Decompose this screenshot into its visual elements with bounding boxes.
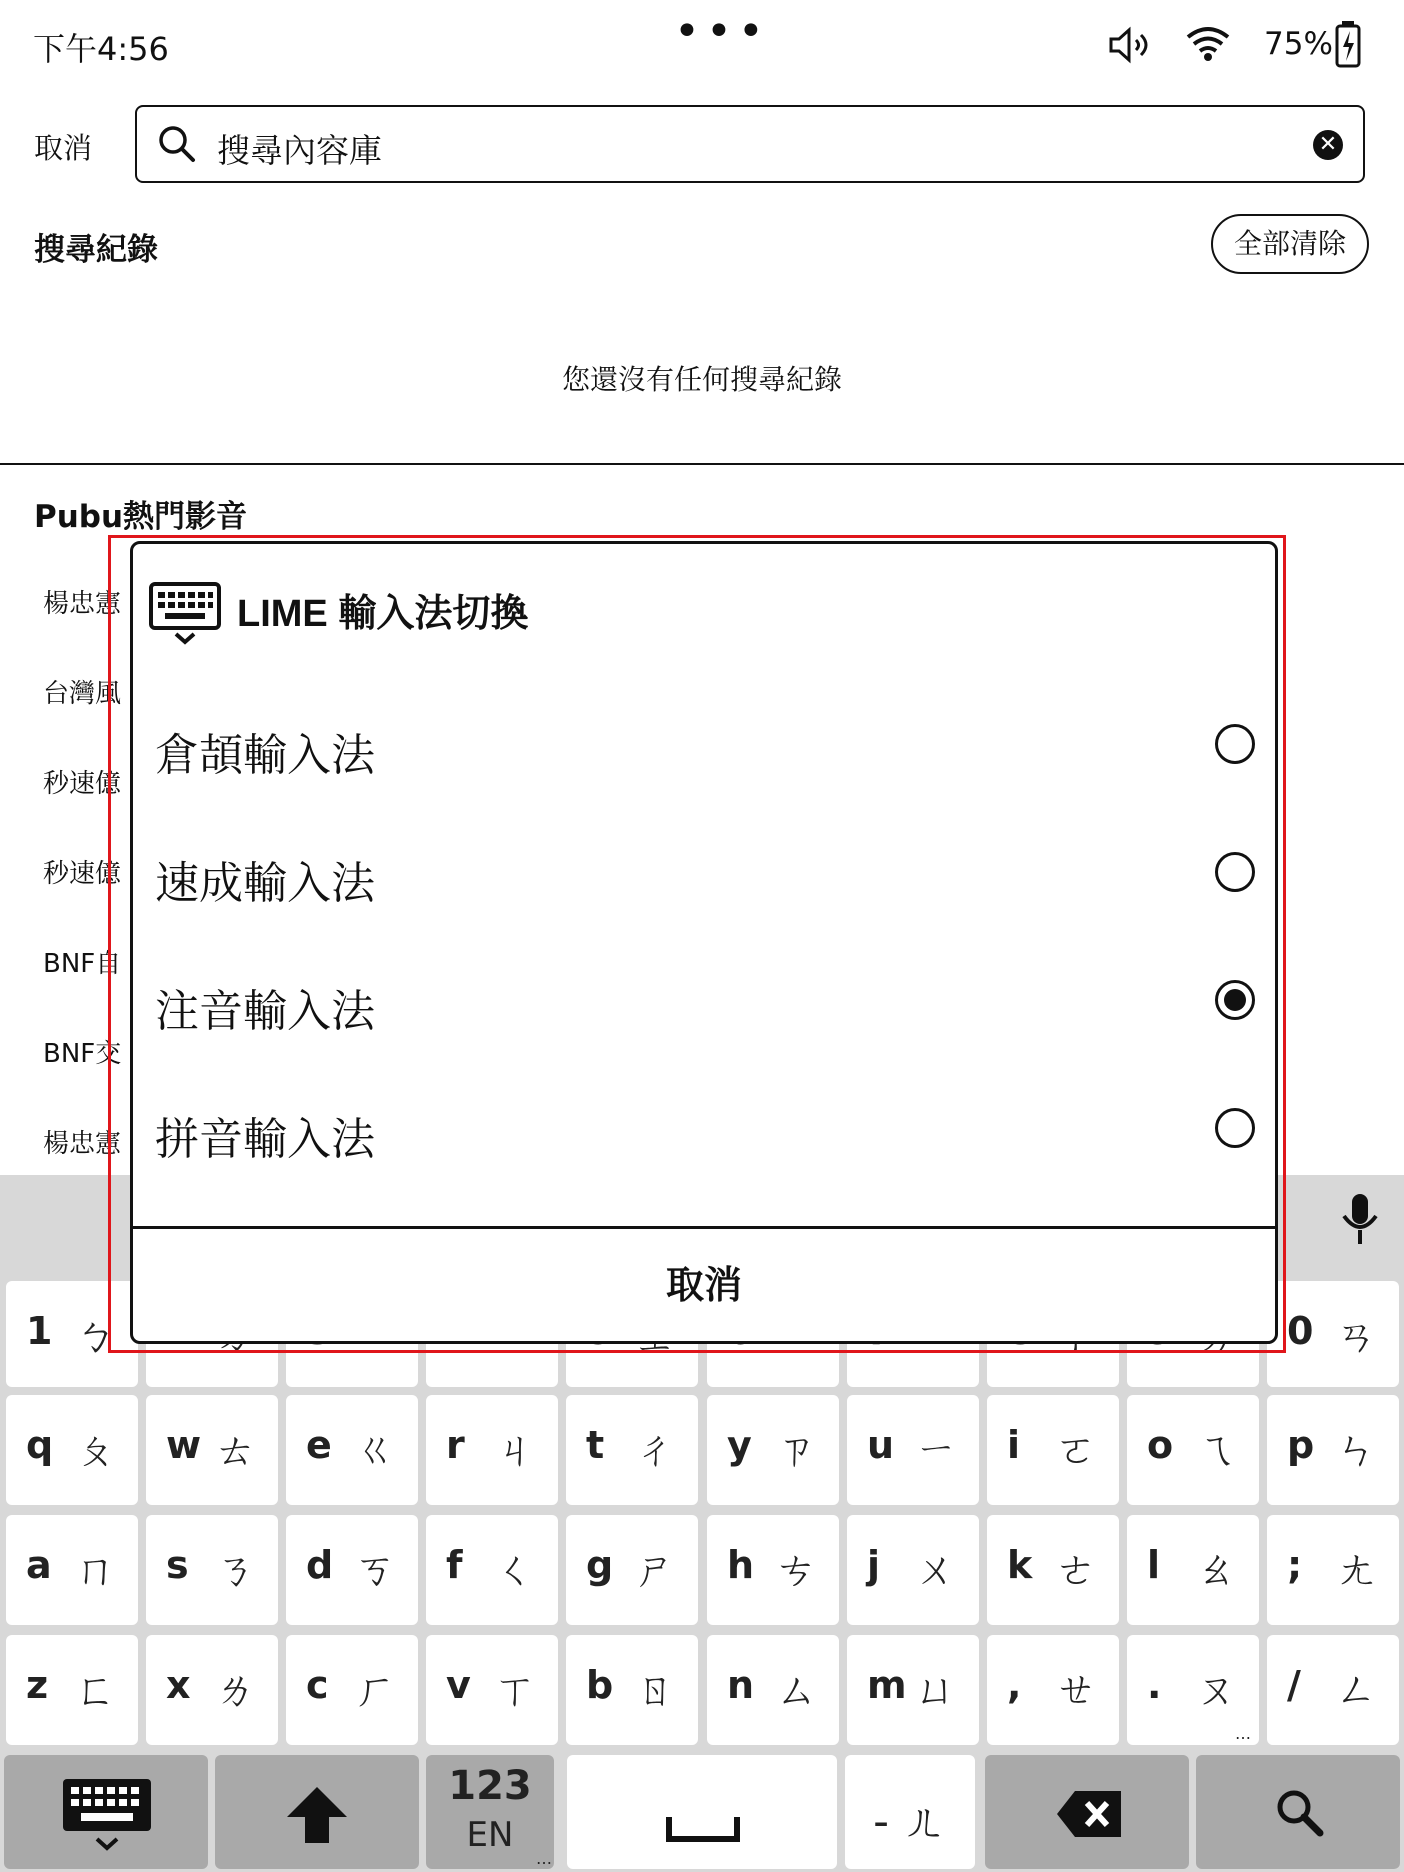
key-r[interactable]	[426, 1395, 558, 1505]
volume-icon[interactable]	[1108, 26, 1154, 64]
key-latin-label: x	[166, 1663, 191, 1707]
key-latin-label: n	[727, 1663, 755, 1707]
key-zhuyin-label: ㄌ	[213, 1665, 256, 1714]
symbol-mode-key[interactable]	[426, 1755, 554, 1869]
key-o[interactable]	[1127, 1395, 1259, 1505]
space-icon	[665, 1813, 741, 1845]
battery-percent: 75%	[1264, 26, 1333, 62]
key-zhuyin-label: ㄒ	[493, 1665, 536, 1714]
key-zhuyin-label: ㄖ	[633, 1665, 676, 1714]
key-latin-label: k	[1007, 1543, 1033, 1587]
key-latin-label: e	[306, 1423, 332, 1467]
key-/[interactable]	[1267, 1635, 1399, 1745]
key-zhuyin-label: ㄩ	[914, 1665, 957, 1714]
key-zhuyin-label: ㄜ	[1054, 1545, 1097, 1594]
option-label: 拼音輸入法	[155, 1114, 375, 1165]
key-v[interactable]	[426, 1635, 558, 1745]
key-latin-label: c	[306, 1663, 329, 1707]
empty-history-message: 您還沒有任何搜尋紀錄	[561, 363, 842, 396]
key-latin-label: f	[446, 1543, 463, 1587]
key-zhuyin-label: ㄨ	[914, 1545, 957, 1594]
key-x[interactable]	[146, 1635, 278, 1745]
key-t[interactable]	[566, 1395, 698, 1505]
microphone-icon[interactable]	[1340, 1192, 1380, 1248]
key-h[interactable]	[707, 1515, 839, 1625]
key-latin-label: y	[727, 1423, 752, 1467]
mode-key-top: 123	[448, 1763, 532, 1809]
dialog-title: LIME 輸入法切換	[237, 593, 529, 635]
key-latin-label: ,	[1007, 1663, 1022, 1707]
dash-key[interactable]	[845, 1755, 975, 1869]
key-latin-label: a	[26, 1543, 52, 1587]
hot-item[interactable]: 楊忠憲	[43, 589, 122, 619]
key-zhuyin-label: ㄘ	[774, 1545, 817, 1594]
hot-media-title: Pubu熱門影音	[34, 499, 248, 535]
backspace-icon	[1055, 1789, 1125, 1839]
key-more-marker: …	[1235, 1724, 1251, 1743]
key-b[interactable]	[566, 1635, 698, 1745]
hot-item[interactable]: 秒速億	[43, 859, 122, 889]
clear-all-button[interactable]: 全部清除	[1211, 214, 1369, 274]
highlight-box	[108, 535, 1286, 1353]
key-latin-label: l	[1147, 1543, 1161, 1587]
option-label: 倉頡輸入法	[155, 730, 375, 781]
space-key[interactable]	[567, 1755, 837, 1869]
key-p[interactable]	[1267, 1395, 1399, 1505]
key-latin-label: u	[867, 1423, 895, 1467]
key-latin-label: r	[446, 1423, 465, 1467]
hot-item[interactable]: BNF交	[43, 1039, 122, 1069]
key-latin-label: w	[166, 1423, 202, 1467]
key-zhuyin-label: ㄙ	[774, 1665, 817, 1714]
dialog-cancel-button[interactable]: 取消	[665, 1263, 742, 1307]
key-d[interactable]	[286, 1515, 418, 1625]
hot-item[interactable]: 台灣風	[43, 679, 122, 709]
key-latin-label: h	[727, 1543, 755, 1587]
shift-key[interactable]	[215, 1755, 419, 1869]
key-zhuyin-label: ㄏ	[353, 1665, 396, 1714]
key-zhuyin-label: ㄡ	[1194, 1665, 1237, 1714]
key-q[interactable]	[6, 1395, 138, 1505]
hot-item[interactable]: 秒速億	[43, 769, 122, 799]
cancel-search-button[interactable]: 取消	[34, 131, 93, 165]
section-divider	[0, 463, 1404, 465]
key-zhuyin-label: ㄎ	[353, 1545, 396, 1594]
status-bar	[0, 0, 1404, 90]
key-latin-label: t	[586, 1423, 605, 1467]
key-zhuyin-label: ㄝ	[1054, 1665, 1097, 1714]
key-j[interactable]	[847, 1515, 979, 1625]
key-e[interactable]	[286, 1395, 418, 1505]
battery-charging-icon	[1334, 20, 1362, 68]
key-latin-label: i	[1007, 1423, 1021, 1467]
key-c[interactable]	[286, 1635, 418, 1745]
mode-key-bottom: EN	[466, 1815, 514, 1855]
key-zhuyin-label: ㄤ	[1334, 1545, 1377, 1594]
key-,[interactable]	[987, 1635, 1119, 1745]
key-latin-label: /	[1287, 1663, 1301, 1707]
search-history-title: 搜尋紀錄	[34, 232, 158, 268]
key-zhuyin-label: ㄆ	[73, 1425, 116, 1474]
clock: 下午4:56	[33, 30, 169, 68]
dash-key-label: - ㄦ	[873, 1796, 947, 1847]
key-f[interactable]	[426, 1515, 558, 1625]
key-zhuyin-label: ㄊ	[213, 1425, 256, 1474]
key-latin-label: s	[166, 1543, 189, 1587]
search-icon	[157, 124, 197, 164]
key-latin-label: q	[26, 1423, 54, 1467]
hot-item[interactable]: 楊忠憲	[43, 1129, 122, 1159]
key-;[interactable]	[1267, 1515, 1399, 1625]
key-k[interactable]	[987, 1515, 1119, 1625]
keyboard-switch-key[interactable]	[4, 1755, 208, 1869]
wifi-icon[interactable]	[1184, 24, 1232, 62]
key-g[interactable]	[566, 1515, 698, 1625]
key-latin-label: b	[586, 1663, 614, 1707]
key-y[interactable]	[707, 1395, 839, 1505]
key-zhuyin-label: ㄟ	[1194, 1425, 1237, 1474]
backspace-key[interactable]	[985, 1755, 1189, 1869]
key-s[interactable]	[146, 1515, 278, 1625]
key-.[interactable]	[1127, 1635, 1259, 1745]
key-zhuyin-label: ㄔ	[633, 1425, 676, 1474]
clear-search-icon[interactable]: ✕	[1313, 130, 1343, 160]
key-latin-label: o	[1147, 1423, 1174, 1467]
mode-key-more-marker: …	[536, 1849, 552, 1868]
key-latin-label: .	[1147, 1663, 1162, 1707]
key-zhuyin-label: ㄢ	[1334, 1311, 1377, 1360]
key-latin-label: d	[306, 1543, 334, 1587]
key-latin-label: m	[867, 1663, 907, 1707]
search-placeholder: 搜尋內容庫	[217, 131, 382, 170]
key-l[interactable]	[1127, 1515, 1259, 1625]
key-zhuyin-label: ㄛ	[1054, 1425, 1097, 1474]
key-latin-label: ;	[1287, 1543, 1303, 1587]
key-zhuyin-label: ㄐ	[493, 1425, 536, 1474]
key-latin-label: v	[446, 1663, 471, 1707]
key-latin-label: 1	[26, 1309, 53, 1353]
key-latin-label: z	[26, 1663, 49, 1707]
key-zhuyin-label: ㄇ	[73, 1545, 116, 1594]
shift-arrow-icon	[285, 1783, 349, 1847]
key-zhuyin-label: ㄋ	[213, 1545, 256, 1594]
key-zhuyin-label: ㄕ	[633, 1545, 676, 1594]
key-latin-label: g	[586, 1543, 614, 1587]
more-menu-icon[interactable]: •••	[674, 6, 770, 57]
key-z[interactable]	[6, 1635, 138, 1745]
key-i[interactable]	[987, 1395, 1119, 1505]
key-m[interactable]	[847, 1635, 979, 1745]
key-latin-label: p	[1287, 1423, 1315, 1467]
key-zhuyin-label: ㄥ	[1334, 1665, 1377, 1714]
option-label: 速成輸入法	[155, 858, 375, 909]
key-u[interactable]	[847, 1395, 979, 1505]
search-key[interactable]	[1196, 1755, 1400, 1869]
key-zhuyin-label: ㄅ	[73, 1311, 116, 1360]
key-zhuyin-label: ㄑ	[493, 1545, 536, 1594]
hot-item[interactable]: BNF自	[43, 949, 122, 979]
key-zhuyin-label: ㄗ	[774, 1425, 817, 1474]
key-latin-label: 0	[1287, 1309, 1314, 1353]
search-input[interactable]	[135, 105, 1365, 183]
key-zhuyin-label: ㄣ	[1334, 1425, 1377, 1474]
search-icon	[1274, 1787, 1326, 1839]
key-zhuyin-label: ㄧ	[914, 1425, 957, 1474]
key-zhuyin-label: ㄍ	[353, 1425, 396, 1474]
key-a[interactable]	[6, 1515, 138, 1625]
key-latin-label: j	[867, 1543, 881, 1587]
key-zhuyin-label: ㄈ	[73, 1665, 116, 1714]
key-n[interactable]	[707, 1635, 839, 1745]
option-label: 注音輸入法	[155, 986, 375, 1037]
keyboard-icon	[61, 1777, 153, 1853]
key-0[interactable]	[1267, 1281, 1399, 1387]
key-zhuyin-label: ㄠ	[1194, 1545, 1237, 1594]
key-w[interactable]	[146, 1395, 278, 1505]
